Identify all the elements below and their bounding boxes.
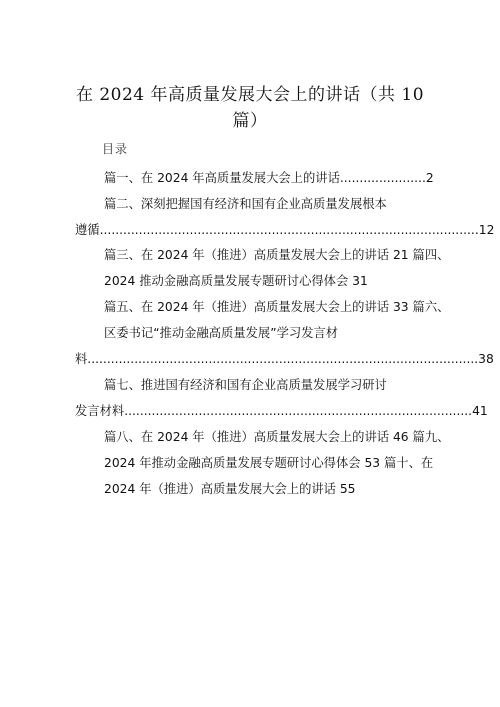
document-title-line-1: 在 2024 年高质量发展大会上的讲话（共 10 [75,85,425,105]
toc-entry-continuation: 区委书记“推动金融高质量发展”学习发言材 [104,326,339,340]
toc-entry-continuation: 料....................................................................................................38 [75,352,494,366]
toc-entry-continuation: 2024 推动金融高质量发展专题研讨心得体会 31 [104,274,368,288]
toc-entry: 篇一、在 2024 年高质量发展大会上的讲话......................2 [104,171,434,185]
toc-entry-continuation: 发言材料.........................................................................................41 [75,404,488,418]
toc-entry: 篇二、深刻把握国有经济和国有企业高质量发展根本 [104,197,387,211]
document-title-line-2: 篇） [232,111,268,131]
toc-entry-continuation: 遵循.................................................................................................12 [75,223,495,237]
toc-entry: 篇八、在 2024 年（推进）高质量发展大会上的讲话 46 篇九、 [104,430,450,444]
toc-entry: 篇五、在 2024 年（推进）高质量发展大会上的讲话 33 篇六、 [104,300,450,314]
toc-entry: 篇三、在 2024 年（推进）高质量发展大会上的讲话 21 篇四、 [104,248,450,262]
toc-entry: 篇七、推进国有经济和国有企业高质量发展学习研讨 [104,378,387,392]
toc-entry-continuation: 2024 年推动金融高质量发展专题研讨心得体会 53 篇十、在 [104,456,434,470]
toc-entry-continuation: 2024 年（推进）高质量发展大会上的讲话 55 [104,482,356,496]
toc-heading: 目录 [102,142,129,156]
